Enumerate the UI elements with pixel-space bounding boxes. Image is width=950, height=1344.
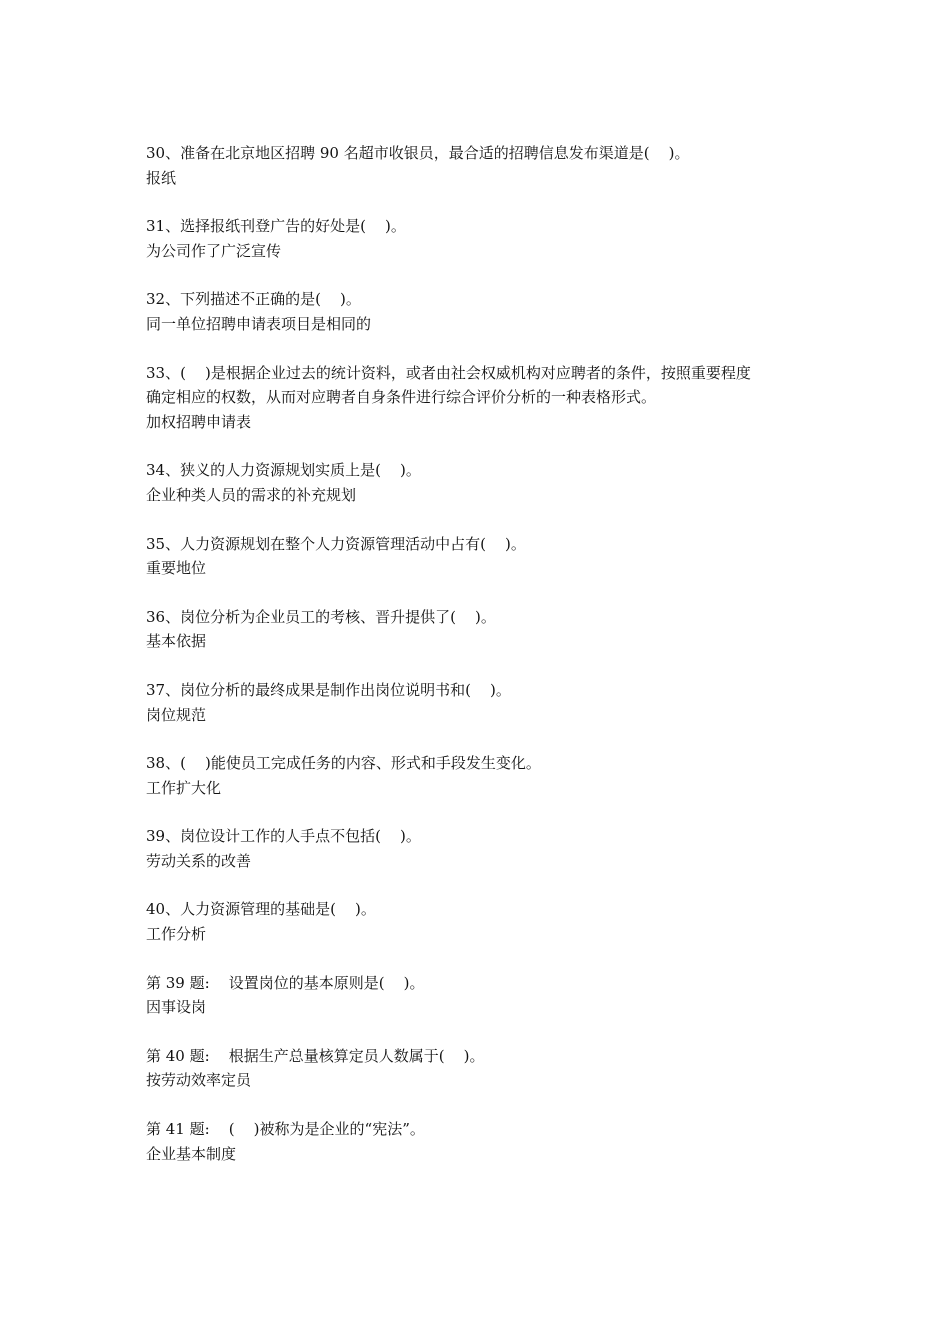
answer-text: 按劳动效率定员 — [146, 1071, 252, 1090]
question-30 — [146, 141, 836, 190]
question-text: 31、选择报纸刊登广告的好处是( )。 — [146, 217, 406, 236]
question-38 — [146, 751, 836, 800]
question-ti-41 — [146, 1117, 836, 1166]
question-40 — [146, 897, 836, 946]
question-33 — [146, 361, 836, 435]
answer-text: 基本依据 — [146, 632, 207, 651]
answer-text: 报纸 — [146, 168, 177, 187]
question-text: 38、( )能使员工完成任务的内容、形式和手段发生变化。 — [146, 754, 541, 773]
question-text-continued: 确定相应的权数，从而对应聘者自身条件进行综合评价分析的一种表格形式。 — [146, 388, 657, 407]
question-text: 40、人力资源管理的基础是( )。 — [146, 900, 376, 919]
question-31 — [146, 214, 836, 263]
question-text: 35、人力资源规划在整个人力资源管理活动中占有( )。 — [146, 534, 526, 553]
question-37 — [146, 678, 836, 727]
answer-text: 工作分析 — [146, 925, 207, 944]
question-35 — [146, 532, 836, 581]
answer-text: 因事设岗 — [146, 998, 207, 1017]
answer-text: 同一单位招聘申请表项目是相同的 — [146, 314, 372, 333]
document-page — [146, 141, 836, 1190]
question-text: 第 40 题: 根据生产总量核算定员人数属于( )。 — [146, 1046, 485, 1065]
question-text: 30、准备在北京地区招聘 90 名超市收银员，最合适的招聘信息发布渠道是( )。 — [146, 144, 690, 162]
answer-text: 工作扩大化 — [146, 778, 222, 797]
answer-text: 企业基本制度 — [146, 1144, 237, 1163]
answer-text: 岗位规范 — [146, 705, 207, 724]
question-text: 36、岗位分析为企业员工的考核、晋升提供了( )。 — [146, 607, 496, 626]
question-text: 33、( )是根据企业过去的统计资料，或者由社会权威机构对应聘者的条件，按照重要程度 — [146, 363, 751, 382]
question-text: 34、狭义的人力资源规划实质上是( )。 — [146, 461, 421, 480]
question-ti-40 — [146, 1044, 836, 1093]
answer-text: 企业种类人员的需求的补充规划 — [146, 485, 357, 504]
question-32 — [146, 287, 836, 336]
answer-text: 加权招聘申请表 — [146, 412, 252, 431]
answer-text: 重要地位 — [146, 559, 207, 578]
question-text: 37、岗位分析的最终成果是制作出岗位说明书和( )。 — [146, 680, 511, 699]
answer-text: 为公司作了广泛宣传 — [146, 241, 282, 260]
question-text: 39、岗位设计工作的人手点不包括( )。 — [146, 827, 421, 846]
question-text: 32、下列描述不正确的是( )。 — [146, 290, 361, 309]
question-ti-39 — [146, 971, 836, 1020]
question-39 — [146, 824, 836, 873]
question-36 — [146, 605, 836, 654]
question-text: 第 39 题: 设置岗位的基本原则是( )。 — [146, 973, 425, 992]
answer-text: 劳动关系的改善 — [146, 851, 252, 870]
question-34 — [146, 458, 836, 507]
question-text: 第 41 题: ( )被称为是企业的“宪法”。 — [146, 1120, 425, 1139]
